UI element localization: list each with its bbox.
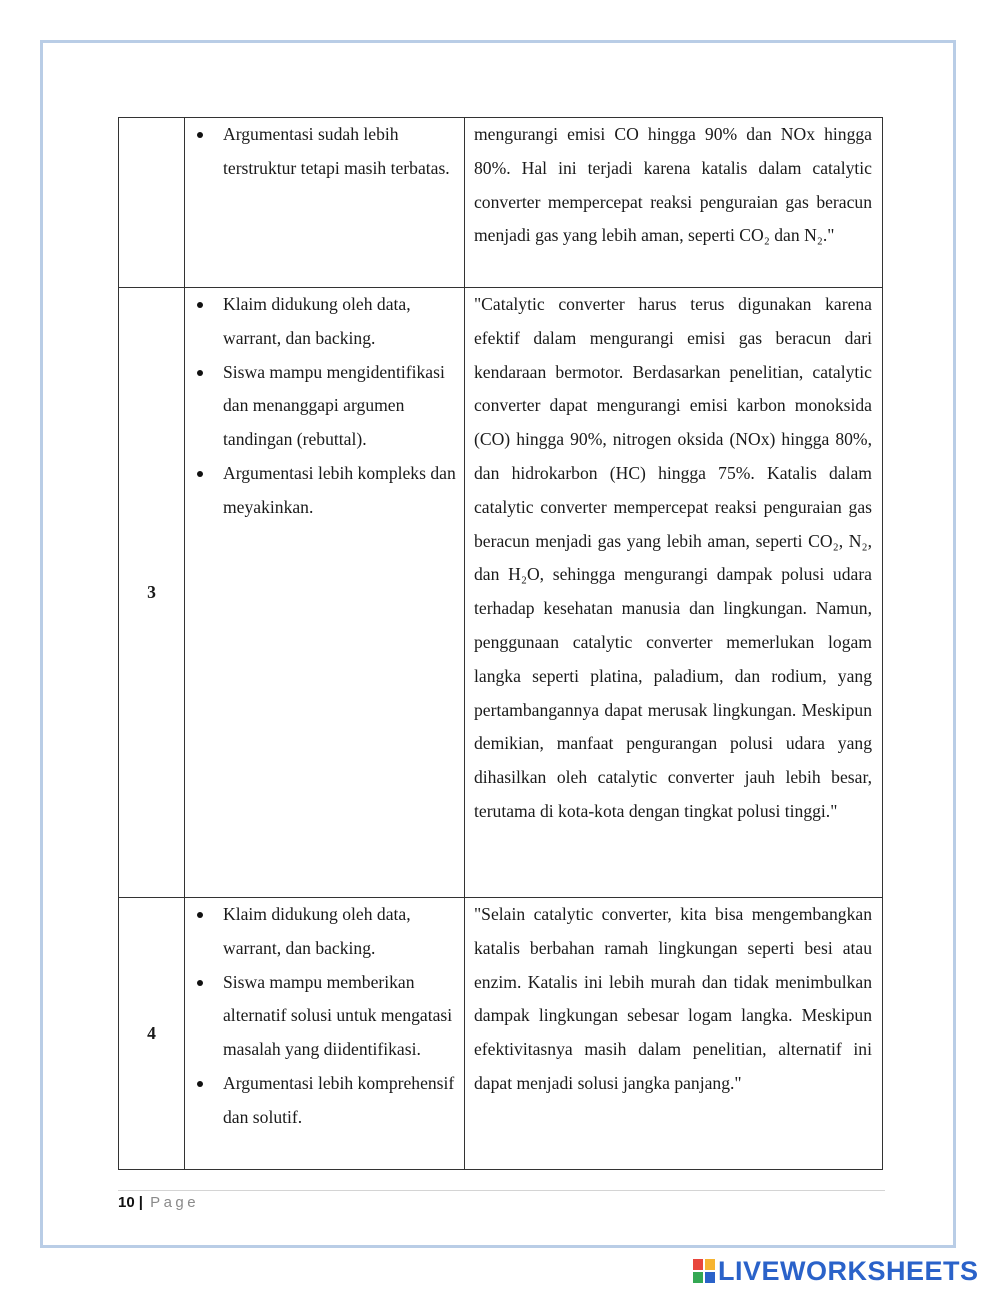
criteria-item: Siswa mampu mengidentifikasi dan menanggapi argumen tandingan (rebuttal). [223, 356, 458, 457]
score-cell: 3 [119, 288, 185, 898]
table-row [119, 118, 883, 288]
page-label: Page [150, 1194, 200, 1211]
criteria-list [185, 288, 458, 525]
table-row [119, 288, 883, 898]
score-cell: 4 [119, 898, 185, 1170]
liveworksheets-logo-icon [693, 1259, 715, 1283]
criteria-item: Argumentasi sudah lebih terstruktur tetapi masih terbatas. [223, 118, 458, 186]
criteria-item: Argumentasi lebih komprehensif dan solutif. [223, 1067, 458, 1135]
rubric-table [118, 117, 883, 1170]
table-row [119, 898, 883, 1170]
criteria-cell [185, 288, 465, 898]
criteria-list [185, 898, 458, 1135]
criteria-item: Siswa mampu memberikan alternatif solusi untuk mengatasi masalah yang diidentifikasi. [223, 966, 458, 1067]
page-footer [118, 1194, 199, 1211]
example-cell: "Selain catalytic converter, kita bisa mengembangkan katalis berbahan ramah lingkungan seperti besi atau enzim. Katalis ini lebih murah dan tidak menimbulkan dampak lingkungan sebesar logam langka. Meskipun efektivitasnya masih dalam penelitian, alternatif ini dapat menjadi solusi jangka panjang." [465, 898, 883, 1170]
footer-separator: | [138, 1194, 143, 1211]
criteria-item: Klaim didukung oleh data, warrant, dan backing. [223, 898, 458, 966]
brand-name: LIVEWORKSHEETS [718, 1255, 979, 1286]
example-cell: mengurangi emisi CO hingga 90% dan NOx hingga 80%. Hal ini terjadi karena katalis dalam catalytic converter mempercepat reaksi penguraian gas beracun menjadi gas yang lebih aman, seperti CO₂ dan N₂." [465, 118, 883, 288]
score-cell [119, 118, 185, 288]
criteria-item: Argumentasi lebih kompleks dan meyakinkan. [223, 457, 458, 525]
criteria-cell [185, 898, 465, 1170]
example-cell: "Catalytic converter harus terus digunakan karena efektif dalam mengurangi emisi gas beracun dari kendaraan bermotor. Berdasarkan penelitian, catalytic converter dapat mengurangi emisi karbon monoksida (CO) hingga 90%, nitrogen oksida (NOx) hingga 80%, dan hidrokarbon (HC) hingga 75%. Katalis dalam catalytic converter mempercepat reaksi penguraian gas beracun menjadi gas yang lebih aman, seperti CO₂, N₂, dan H₂O, sehingga mengurangi dampak polusi udara terhadap kesehatan manusia dan lingkungan. Namun, penggunaan catalytic converter memerlukan logam langka seperti platina, paladium, dan rodium, yang pertambangannya dapat merusak lingkungan. Meskipun demikian, manfaat pengurangan polusi udara yang dihasilkan oleh catalytic converter jauh lebih besar, terutama di kota-kota dengan tingkat polusi tinggi." [465, 288, 883, 898]
criteria-list [185, 118, 458, 186]
criteria-cell [185, 118, 465, 288]
liveworksheets-brand[interactable] [693, 1256, 979, 1286]
criteria-item: Klaim didukung oleh data, warrant, dan backing. [223, 288, 458, 356]
footer-divider [118, 1190, 885, 1191]
page-number: 10 [118, 1194, 135, 1211]
